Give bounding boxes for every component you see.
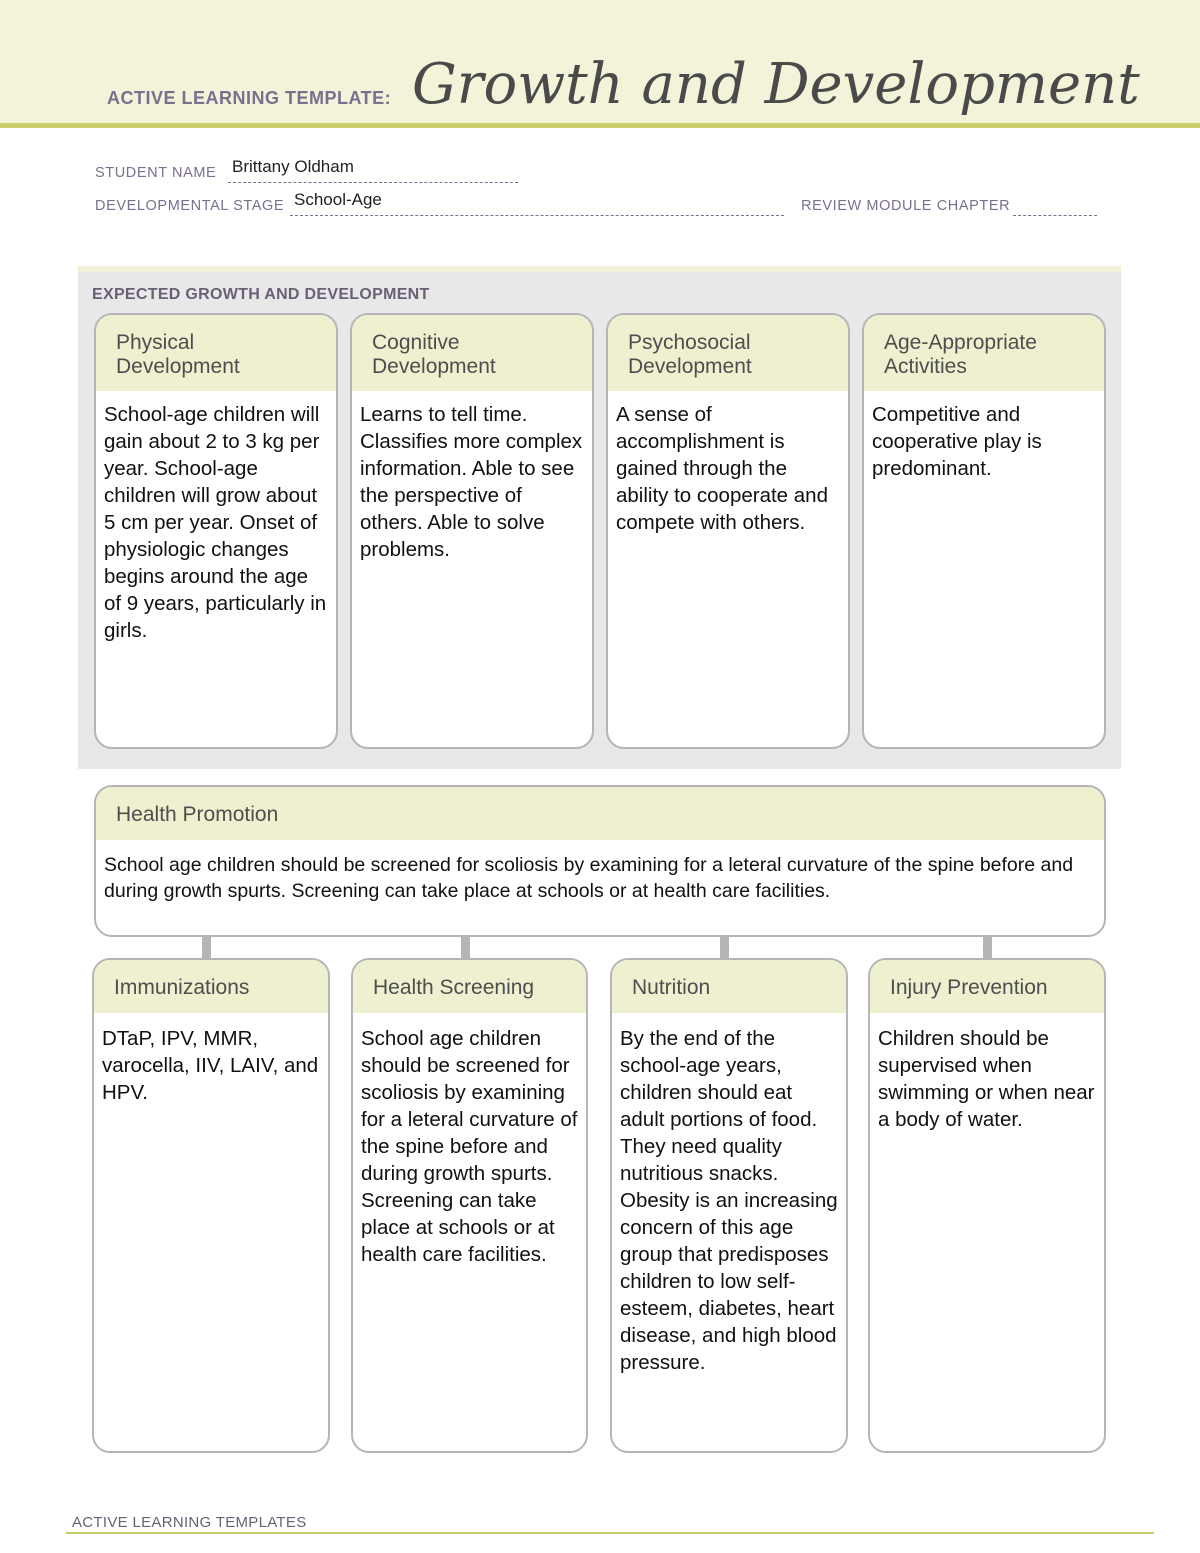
student-name-value: Brittany Oldham [232, 157, 354, 176]
physical-development-card [94, 313, 338, 749]
nutrition-card [610, 958, 848, 1453]
card-heading: Nutrition [612, 960, 846, 1013]
page-title: Growth and Development [412, 52, 1140, 117]
template-label: ACTIVE LEARNING TEMPLATE: [107, 88, 392, 108]
student-name-label: STUDENT NAME [95, 165, 217, 181]
connector [983, 935, 992, 959]
psychosocial-development-card [606, 313, 850, 749]
card-heading: Health Screening [353, 960, 586, 1013]
card-heading: Cognitive Development [352, 315, 592, 391]
age-appropriate-activities-card [862, 313, 1106, 749]
card-text: DTaP, IPV, MMR, varocella, IIV, LAIV, and HPV. [102, 1027, 319, 1104]
immunizations-card [92, 958, 330, 1453]
expected-growth-title: EXPECTED GROWTH AND DEVELOPMENT [92, 286, 430, 303]
card-heading: Immunizations [94, 960, 328, 1013]
card-text: Children should be supervised when swimming or when near a body of water. [878, 1027, 1095, 1131]
card-text: By the end of the school-age years, children should eat adult portions of food. They need quality nutritious snacks. Obesity is an increasing concern of this age group that predisposes children to low self-esteem, diabetes, heart disease, and high blood pressure. [620, 1027, 838, 1374]
review-module-label: REVIEW MODULE CHAPTER [801, 198, 1011, 214]
health-screening-card [351, 958, 588, 1453]
injury-prevention-card [868, 958, 1106, 1453]
card-heading: Injury Prevention [870, 960, 1104, 1013]
review-module-field[interactable] [1013, 193, 1097, 216]
card-heading: Age-Appropriate Activities [864, 315, 1104, 391]
cognitive-development-card [350, 313, 594, 749]
footer-rule [66, 1532, 1154, 1534]
connector [202, 935, 211, 959]
header-rule [0, 123, 1200, 128]
card-text: Learns to tell time. Classifies more complex information. Able to see the perspective of others. Able to solve problems. [360, 403, 583, 561]
card-text: School age children should be screened for scoliosis by examining for a leteral curvature of the spine before and during growth spurts. Screening can take place at schools or at health care facilities. [104, 854, 1074, 902]
card-text: School-age children will gain about 2 to 3 kg per year. School-age children will grow about 5 cm per year. Onset of physiologic changes begins around the age of 9 years, particularly in girls. [104, 403, 327, 642]
developmental-stage-label: DEVELOPMENTAL STAGE [95, 198, 285, 214]
card-heading: Health Promotion [96, 787, 1104, 840]
card-heading: Physical Development [96, 315, 336, 391]
developmental-stage-value: School-Age [294, 190, 382, 209]
card-heading: Psychosocial Development [608, 315, 848, 391]
connector [720, 935, 729, 959]
card-text: School age children should be screened for scoliosis by examining for a leteral curvature of the spine before and during growth spurts. Screening can take place at schools or at health care facilities. [361, 1027, 578, 1266]
connector [461, 935, 470, 959]
footer-label: ACTIVE LEARNING TEMPLATES [72, 1514, 307, 1531]
card-text: Competitive and cooperative play is predominant. [872, 403, 1042, 480]
card-text: A sense of accomplishment is gained through the ability to cooperate and compete with others. [616, 403, 828, 534]
health-promotion-card [94, 785, 1106, 937]
